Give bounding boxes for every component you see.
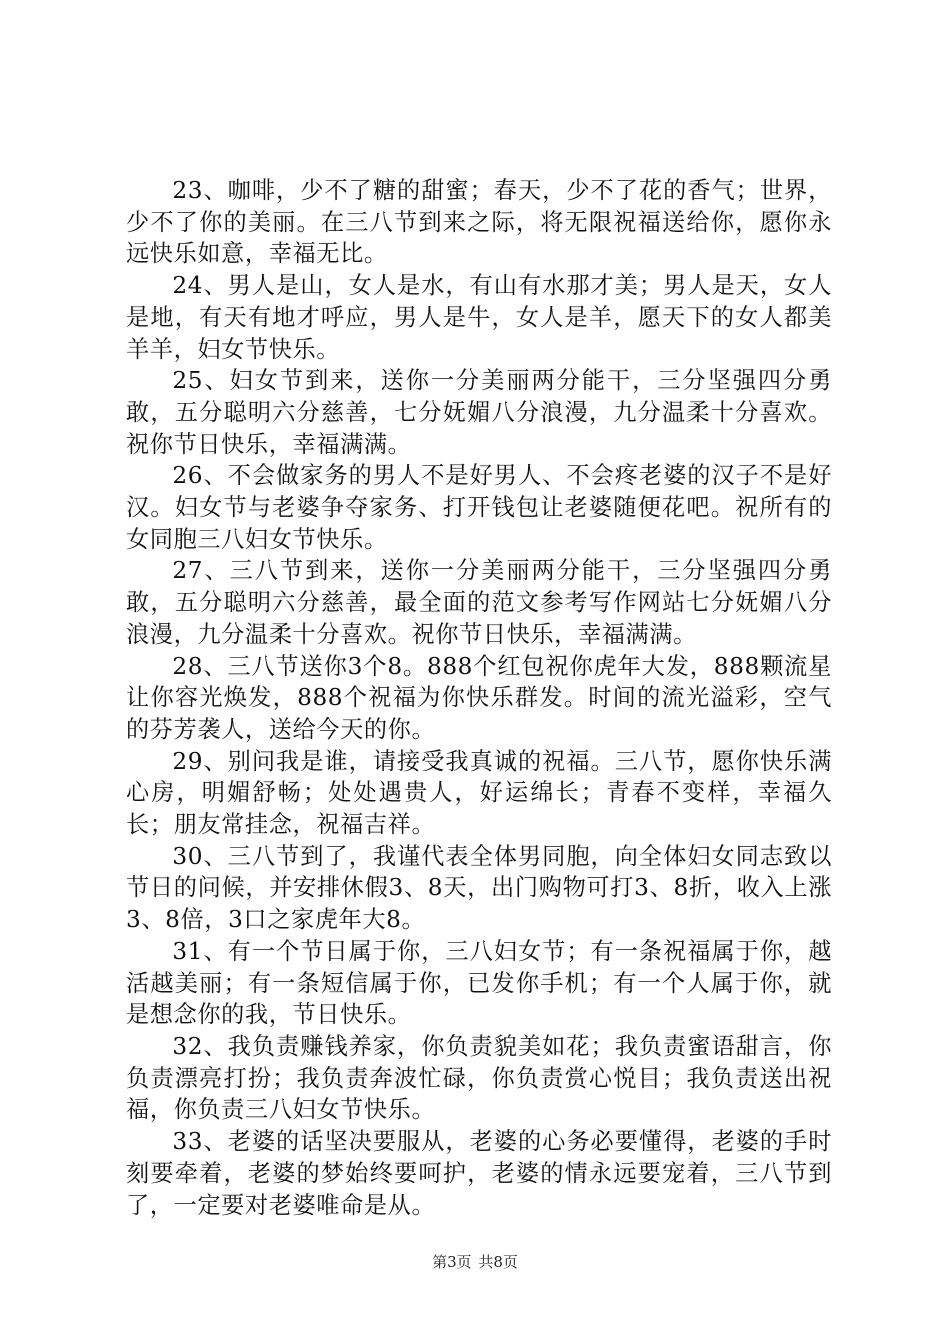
page-number: 第3页 (432, 1253, 472, 1271)
document-body (126, 175, 832, 1221)
page-footer (0, 1251, 950, 1272)
paragraph-23: 23、咖啡，少不了糖的甜蜜；春天，少不了花的香气；世界，少不了你的美丽。在三八节到来之际，将无限祝福送给你，愿你永远快乐如意，幸福无比。 (126, 177, 832, 268)
paragraph-28: 28、三八节送你3个8。888个红包祝你虎年大发，888颗流星让你容光焕发，888个祝福为你快乐群发。时间的流光溢彩，空气的芬芳袭人，送给今天的你。 (126, 652, 832, 743)
paragraph-25: 25、妇女节到来，送你一分美丽两分能干，三分坚强四分勇敢，五分聪明六分慈善，七分妩媚八分浪漫，九分温柔十分喜欢。祝你节日快乐，幸福满满。 (126, 367, 832, 458)
paragraph-27: 27、三八节到来，送你一分美丽两分能干，三分坚强四分勇敢，五分聪明六分慈善，最全面的范文参考写作网站七分妩媚八分浪漫，九分温柔十分喜欢。祝你节日快乐，幸福满满。 (126, 557, 832, 648)
paragraph-24: 24、男人是山，女人是水，有山有水那才美；男人是天，女人是地，有天有地才呼应，男人是牛，女人是羊，愿天下的女人都美羊羊，妇女节快乐。 (126, 272, 832, 363)
paragraph-33: 33、老婆的话坚决要服从，老婆的心务必要懂得，老婆的手时刻要牵着，老婆的梦始终要呵护，老婆的情永远要宠着，三八节到了，一定要对老婆唯命是从。 (126, 1128, 832, 1219)
paragraph-30: 30、三八节到了，我谨代表全体男同胞，向全体妇女同志致以节日的问候，并安排休假3、8天，出门购物可打3、8折，收入上涨3、8倍，3口之家虎年大8。 (126, 842, 832, 934)
page-total: 共8页 (478, 1253, 518, 1271)
paragraph-29: 29、别问我是谁，请接受我真诚的祝福。三八节，愿你快乐满心房，明媚舒畅；处处遇贵人，好运绵长；青春不变样，幸福久长；朋友常挂念，祝福吉祥。 (126, 747, 832, 839)
paragraph-26: 26、不会做家务的男人不是好男人、不会疼老婆的汉子不是好汉。妇女节与老婆争夺家务、打开钱包让老婆随便花吧。祝所有的女同胞三八妇女节快乐。 (126, 462, 832, 553)
paragraph-32: 32、我负责赚钱养家，你负责貌美如花；我负责蜜语甜言，你负责漂亮打扮；我负责奔波忙碌，你负责赏心悦目；我负责送出祝福，你负责三八妇女节快乐。 (126, 1032, 832, 1124)
paragraph-31: 31、有一个节日属于你，三八妇女节；有一条祝福属于你，越活越美丽；有一条短信属于你，已发你手机；有一个人属于你，就是想念你的我，节日快乐。 (126, 937, 832, 1029)
